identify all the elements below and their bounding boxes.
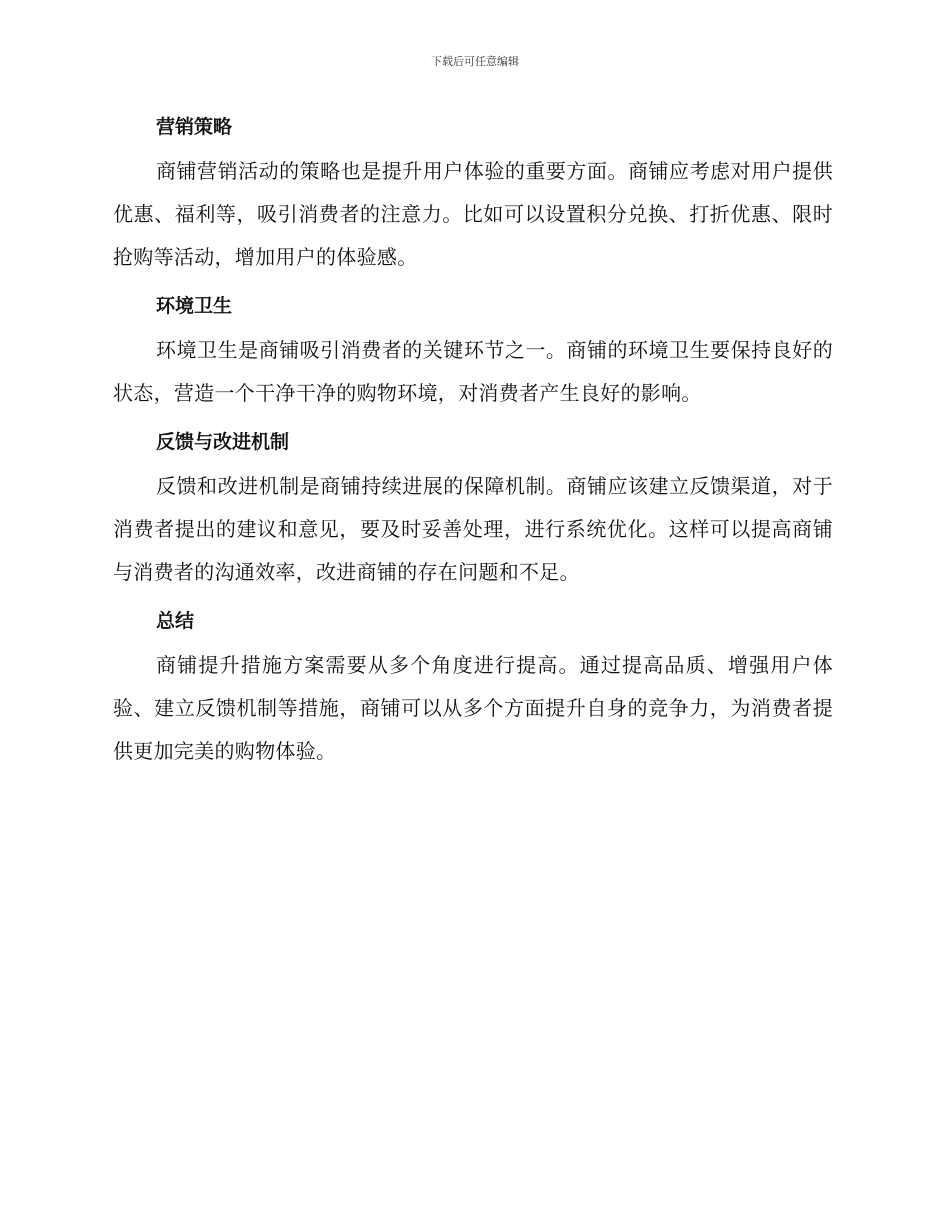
- section-paragraph: 反馈和改进机制是商铺持续进展的保障机制。商铺应该建立反馈渠道，对于消费者提出的建议和意见，要及时妥善处理，进行系统优化。这样可以提高商铺与消费者的沟通效率，改进商铺的存在问题和不足。: [113, 474, 833, 584]
- document-content: [113, 110, 833, 783]
- section-paragraph: 商铺营销活动的策略也是提升用户体验的重要方面。商铺应考虑对用户提供优惠、福利等，吸引消费者的注意力。比如可以设置积分兑换、打折优惠、限时抢购等活动，增加用户的体验感。: [113, 159, 833, 269]
- section-heading: 总结: [156, 610, 195, 632]
- section-summary: [113, 604, 833, 773]
- section-feedback-improvement: [113, 425, 833, 594]
- section-heading: 反馈与改进机制: [156, 431, 290, 453]
- section-marketing-strategy: [113, 110, 833, 279]
- section-heading: 营销策略: [156, 116, 233, 138]
- section-paragraph: 商铺提升措施方案需要从多个角度进行提高。通过提高品质、增强用户体验、建立反馈机制等措施，商铺可以从多个方面提升自身的竞争力，为消费者提供更加完美的购物体验。: [113, 653, 833, 763]
- section-paragraph: 环境卫生是商铺吸引消费者的关键环节之一。商铺的环境卫生要保持良好的状态，营造一个干净干净的购物环境，对消费者产生良好的影响。: [113, 338, 833, 405]
- section-environment-hygiene: [113, 289, 833, 415]
- page-header: 下载后可任意编辑: [431, 55, 519, 68]
- section-heading: 环境卫生: [156, 295, 233, 317]
